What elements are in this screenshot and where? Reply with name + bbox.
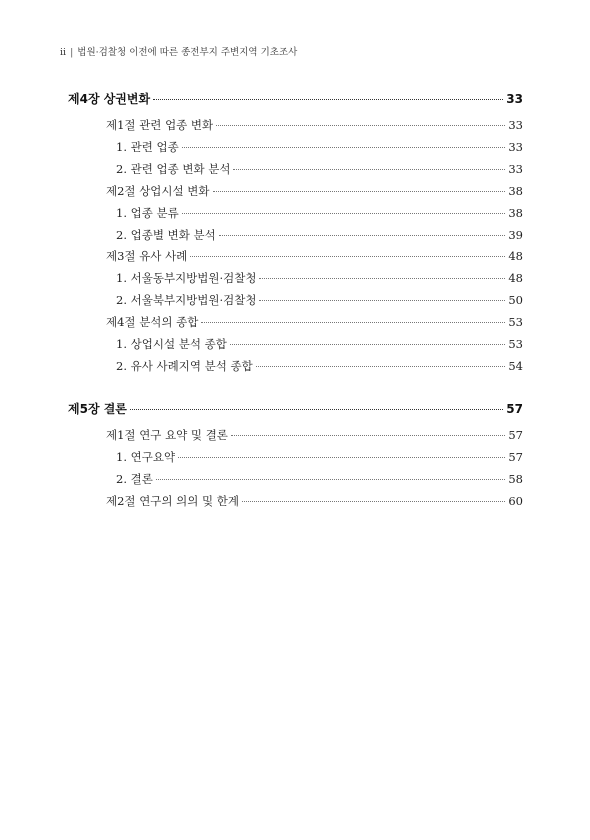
toc-entry-label: 2. 유사 사례지역 분석 종합	[116, 359, 253, 373]
toc-item	[68, 471, 523, 487]
dot-leader	[156, 478, 506, 480]
toc-entry-label: 제4절 분석의 종합	[106, 315, 199, 329]
dot-leader	[178, 456, 505, 458]
toc-page-number: 38	[508, 206, 523, 220]
toc-section	[68, 493, 523, 509]
toc-page-number: 33	[508, 140, 523, 154]
dot-leader	[182, 212, 506, 214]
toc-page-number: 39	[508, 228, 523, 242]
toc-chapter	[68, 90, 523, 107]
toc-page-number: 33	[508, 162, 523, 176]
toc-entry-label: 제2절 연구의 의의 및 한계	[106, 494, 240, 508]
dot-leader	[213, 190, 506, 192]
toc-entry-label: 2. 서울북부지방법원·검찰청	[116, 293, 257, 307]
toc-entry-label: 1. 상업시설 분석 종합	[116, 337, 227, 351]
toc-page-number: 50	[508, 293, 523, 307]
toc-item	[68, 358, 523, 374]
toc-entry-label: 2. 관련 업종 변화 분석	[116, 162, 231, 176]
toc-page-number: 54	[508, 359, 523, 373]
running-header	[60, 44, 297, 58]
toc-page-number: 48	[508, 271, 523, 285]
toc-page-number: 57	[508, 450, 523, 464]
toc-item	[68, 449, 523, 465]
header-title: 법원·검찰청 이전에 따른 종전부지 주변지역 기초조사	[77, 47, 298, 58]
toc-section	[68, 183, 523, 199]
toc-page-number: 38	[508, 184, 523, 198]
toc-page-number: 48	[508, 249, 523, 263]
toc-page-number: 57	[508, 428, 523, 442]
toc-entry-label: 제3절 유사 사례	[106, 249, 188, 263]
toc-page-number: 57	[506, 402, 523, 416]
dot-leader	[230, 343, 506, 345]
dot-leader	[242, 500, 505, 502]
toc-entry-label: 2. 업종별 변화 분석	[116, 228, 216, 242]
toc-entry-label: 1. 연구요약	[116, 450, 176, 464]
toc-item	[68, 161, 523, 177]
toc-page-number: 33	[506, 92, 523, 106]
toc-entry-label: 1. 관련 업종	[116, 140, 179, 154]
header-page-number: ii	[60, 47, 67, 58]
toc-item	[68, 205, 523, 221]
toc-item	[68, 227, 523, 243]
toc-entry-label: 제1절 연구 요약 및 결론	[106, 428, 228, 442]
dot-leader	[216, 124, 505, 126]
toc-entry-label: 2. 결론	[116, 472, 153, 486]
dot-leader	[256, 365, 506, 367]
toc-entry-label: 제2절 상업시설 변화	[106, 184, 210, 198]
dot-leader	[233, 168, 505, 170]
toc-page-number: 58	[508, 472, 523, 486]
dot-leader	[182, 146, 506, 148]
toc-section	[68, 427, 523, 443]
toc-page-number: 33	[508, 118, 523, 132]
dot-leader	[190, 255, 505, 257]
dot-leader	[201, 321, 505, 323]
toc-entry-label: 1. 업종 분류	[116, 206, 179, 220]
toc-item	[68, 139, 523, 155]
header-separator: |	[70, 47, 74, 58]
toc-item	[68, 270, 523, 286]
toc-section	[68, 314, 523, 330]
dot-leader	[219, 234, 506, 236]
dot-leader	[259, 277, 505, 279]
toc-page-number: 60	[508, 494, 523, 508]
dot-leader	[259, 299, 505, 301]
toc-item	[68, 336, 523, 352]
toc-page-number: 53	[508, 337, 523, 351]
toc-entry-label: 1. 서울동부지방법원·검찰청	[116, 271, 257, 285]
toc-item	[68, 292, 523, 308]
toc-section	[68, 248, 523, 264]
toc-entry-label: 제1절 관련 업종 변화	[106, 118, 214, 132]
dot-leader	[130, 408, 503, 410]
toc-entry-label: 제5장 결론	[68, 402, 127, 416]
toc-page-number: 53	[508, 315, 523, 329]
toc-section	[68, 117, 523, 133]
dot-leader	[231, 434, 505, 436]
toc-entry-label: 제4장 상권변화	[68, 92, 151, 106]
toc-chapter	[68, 400, 523, 417]
dot-leader	[153, 98, 503, 100]
